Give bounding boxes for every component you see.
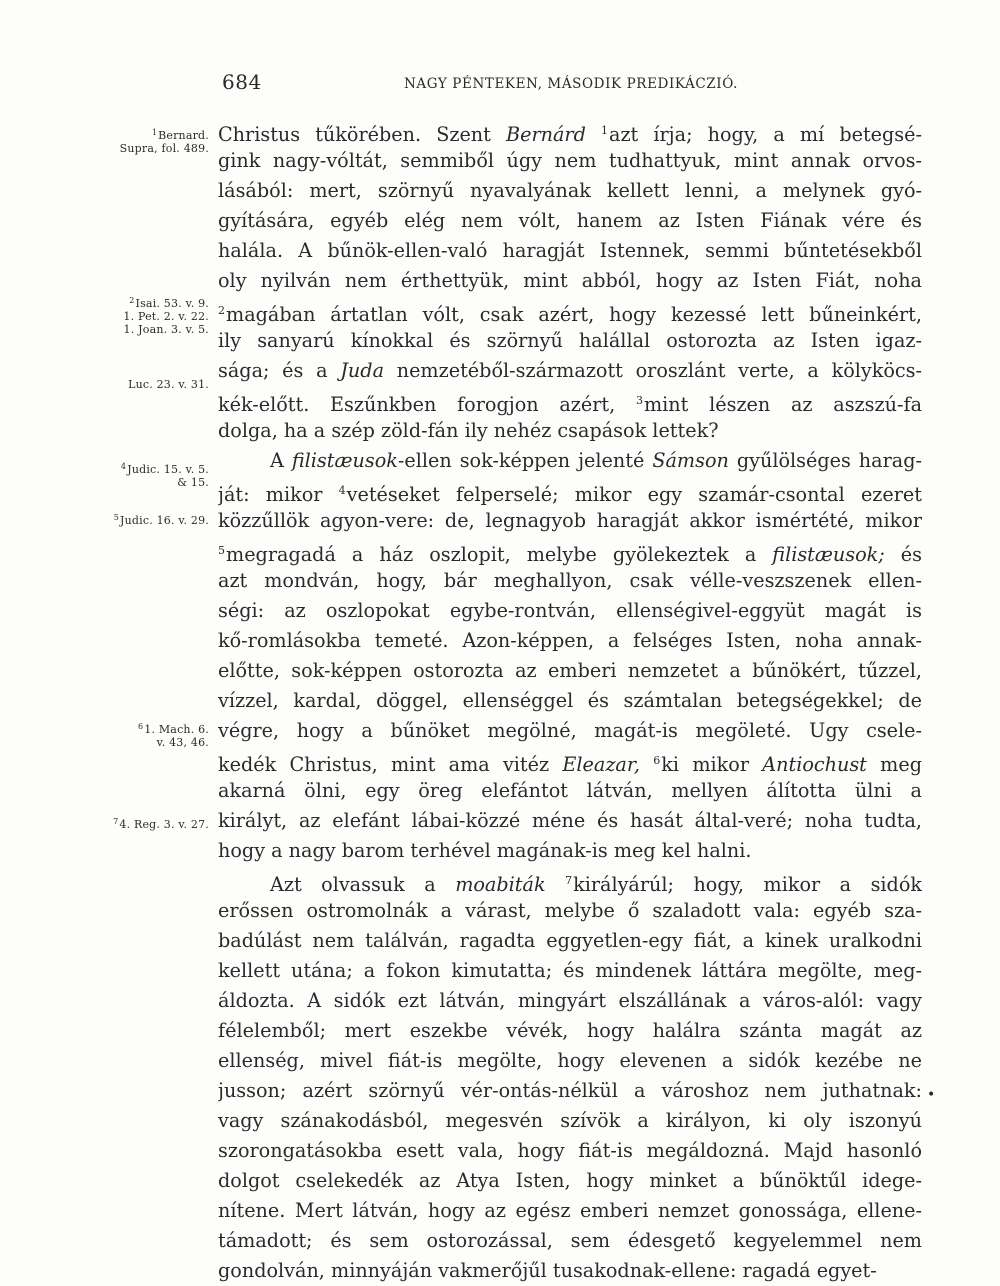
italic-text: Eleazar, xyxy=(562,753,641,776)
text-run: kellett utána; a fokon kimutatta; és mindenek láttára megölte, meg- xyxy=(218,959,922,982)
text-run: Azt olvassuk a xyxy=(270,873,456,896)
text-line xyxy=(218,806,922,836)
text-run: oly nyilván nem érthettyük, mint abból, hogy az Isten Fiát, noha xyxy=(218,269,922,292)
text-line xyxy=(218,146,922,176)
text-run: ellenség, mivel fiát-is megölte, hogy elevenen a sidók kezébe ne xyxy=(218,1049,922,1072)
text-run: nemzetéből-származott oroszlánt verte, a kölyköcs- xyxy=(384,359,922,382)
italic-text: filistæusok; xyxy=(772,543,885,566)
text-run: azt mondván, hogy, bár meghallyon, csak vélle-veszszenek ellen- xyxy=(218,569,922,592)
text-run: mint lészen az aszszú-fa xyxy=(643,393,922,416)
margin-note-marker: 2 xyxy=(129,296,135,305)
text-line xyxy=(218,746,922,776)
text-run: magában ártatlan vólt, csak azért, hogy kezessé lett bűneinkért, xyxy=(226,303,922,326)
text-run: végre, hogy a bűnöket megölné, magát-is megöleté. Ugy csele- xyxy=(218,719,922,742)
text-run: előtte, sok-képpen ostorozta az emberi nemzetet a bűnökért, tűzzel, xyxy=(218,659,922,682)
text-line xyxy=(218,1016,922,1046)
footnote-marker: 4 xyxy=(338,484,346,497)
text-line xyxy=(218,1136,922,1166)
text-run: gyítására, egyéb elég nem vólt, hanem az Isten Fiának vére és xyxy=(218,209,922,232)
text-run xyxy=(546,873,565,896)
page-number: 684 xyxy=(222,70,262,94)
footnote-marker: 2 xyxy=(218,304,225,317)
text-line xyxy=(218,1106,922,1136)
text-run: badúlást nem találván, ragadta eggyetlen-egy fiát, a kinek uralkodni xyxy=(218,929,922,952)
margin-note-marker: 6 xyxy=(137,722,144,731)
text-run: kedék Christus, mint ama vitéz xyxy=(218,753,563,776)
text-line xyxy=(218,836,922,866)
text-run: vagy szánakodásból, megesvén szívök a királyon, ki oly iszonyú xyxy=(218,1109,922,1132)
text-run: azt írja; hogy, a mí betegsé- xyxy=(609,123,922,146)
text-line xyxy=(218,416,922,446)
text-run: -ellen sok-képpen jelenté xyxy=(397,449,653,472)
text-line xyxy=(218,1076,922,1106)
text-run xyxy=(640,753,653,776)
text-run: akarná ölni, egy öreg elefántot látván, mellyen álította ülni a xyxy=(218,779,922,802)
text-run: közzűllök agyon-vere: de, legnagyob haragját akkor ismértété, mikor xyxy=(218,509,922,532)
text-line xyxy=(218,386,922,416)
text-run: királyt, az elefánt lábai-közzé méne és hasát által-veré; noha tudta, xyxy=(218,809,922,832)
text-line xyxy=(218,1166,922,1196)
text-line xyxy=(218,566,922,596)
text-run: gondolván, minnyáján vakmerőjűl tusakodnak-ellene: ragadá egyet- xyxy=(218,1259,877,1282)
text-line xyxy=(218,296,922,326)
margin-note xyxy=(79,294,209,336)
italic-text: Juda xyxy=(340,359,385,382)
text-run: A xyxy=(270,449,292,472)
text-line xyxy=(218,656,922,686)
text-line xyxy=(218,926,922,956)
margin-note-text: Judic. 16. v. 29. xyxy=(120,514,209,527)
text-line xyxy=(218,1196,922,1226)
italic-text: Antiochust xyxy=(762,753,867,776)
text-run: meg xyxy=(866,753,922,776)
text-run: ségi: az oszlopokat egybe-rontván, ellenségivel-eggyüt magát is xyxy=(218,599,922,622)
text-run: dolga, ha a szép zöld-fán ily nehéz csapások lettek? xyxy=(218,419,719,442)
text-run: Christus tűkörében. Szent xyxy=(218,123,506,146)
text-run: és xyxy=(884,543,922,566)
text-run: lásából: mert, szörnyű nyavalyának kellett lenni, a melynek gyó- xyxy=(218,179,922,202)
text-line xyxy=(218,986,922,1016)
text-line xyxy=(218,1046,922,1076)
stray-mark: • xyxy=(927,1087,936,1103)
margin-note-text: 1. Mach. 6. v. 43, 46. xyxy=(144,723,209,749)
text-run: jusson; azért szörnyű vér-ontás-nélkül a városhoz nem juthatnak: xyxy=(218,1079,922,1102)
text-run: vízzel, kardal, döggel, ellenséggel és számtalan betegségekkel; de xyxy=(218,689,922,712)
text-run: ki mikor xyxy=(661,753,763,776)
text-run: királyárúl; hogy, mikor a sidók xyxy=(573,873,922,896)
text-line xyxy=(218,236,922,266)
text-line xyxy=(218,596,922,626)
margin-note-text: Isai. 53. v. 9. 1. Pet. 2. v. 22. 1. Joan. 3. v. 5. xyxy=(123,297,209,336)
margin-note xyxy=(79,815,209,831)
text-run: ját: mikor xyxy=(218,483,339,506)
margin-note-marker: 7 xyxy=(113,817,119,826)
footnote-marker: 3 xyxy=(635,394,643,407)
text-line xyxy=(218,1226,922,1256)
text-run: vetéseket felperselé; mikor egy szamár-csontal ezeret xyxy=(346,483,922,506)
text-line xyxy=(218,116,922,146)
text-run: megragadá a ház oszlopit, melybe gyölekeztek a xyxy=(226,543,773,566)
text-line xyxy=(218,206,922,236)
text-run: nítene. Mert látván, hogy az egész emberi nemzet gonossága, ellene- xyxy=(218,1199,922,1222)
footnote-marker: 1 xyxy=(601,124,608,137)
margin-note-marker: 5 xyxy=(113,513,119,522)
text-line xyxy=(218,896,922,926)
text-run: szorongatásokba esett vala, hogy fiát-is megáldozná. Majd hasonló xyxy=(218,1139,922,1162)
italic-text: Bernárd xyxy=(505,123,586,146)
italic-text: Sámson xyxy=(652,449,729,472)
text-run: dolgot cselekedék az Atya Isten, hogy minket a bűnöktűl idege- xyxy=(218,1169,922,1192)
text-line xyxy=(218,776,922,806)
text-run: hogy a nagy barom terhével magának-is meg kel halni. xyxy=(218,839,752,862)
text-run: támadott; és sem ostorozással, sem édesgető kegyelemmel nem xyxy=(218,1229,922,1252)
margin-note-marker: 1 xyxy=(151,128,158,137)
text-line xyxy=(218,866,922,896)
text-run: félelemből; mert eszekbe vévék, hogy halálra szánta magát az xyxy=(218,1019,922,1042)
margin-note-marker: 4 xyxy=(120,462,127,471)
text-run: gink nagy-vóltát, semmiből úgy nem tudhattyuk, mint annak orvos- xyxy=(218,149,922,172)
text-run: kék-előtt. Eszűnkben forogjon azért, xyxy=(218,393,636,416)
text-line xyxy=(218,266,922,296)
footnote-marker: 5 xyxy=(218,544,225,557)
text-run: áldozta. A sidók ezt látván, mingyárt elszállának a város-alól: vagy xyxy=(218,989,922,1012)
margin-note-text: 4. Reg. 3. v. 27. xyxy=(119,818,209,831)
margin-note xyxy=(79,378,209,391)
text-run: kő-romlásokba temeté. Azon-képpen, a felséges Isten, noha annak- xyxy=(218,629,922,652)
text-run: sága; és a xyxy=(218,359,341,382)
text-line xyxy=(218,446,922,476)
margin-note xyxy=(79,126,209,155)
text-line xyxy=(218,176,922,206)
italic-text: moabiták xyxy=(455,873,546,896)
text-line xyxy=(218,326,922,356)
text-run: ily sanyarú kínokkal és szörnyű halállal ostorozta az Isten igaz- xyxy=(218,329,922,352)
text-line xyxy=(218,686,922,716)
text-line xyxy=(218,626,922,656)
margin-note-text: Luc. 23. v. 31. xyxy=(128,378,209,391)
margin-note-text: Judic. 15. v. 5. & 15. xyxy=(127,463,209,489)
margin-note xyxy=(79,720,209,749)
running-head: NAGY PÉNTEKEN, MÁSODIK PREDIKÁCZIÓ. xyxy=(404,76,738,92)
text-line xyxy=(218,356,922,386)
footnote-marker: 7 xyxy=(565,874,573,887)
text-line xyxy=(218,1256,922,1286)
text-run xyxy=(586,123,601,146)
footnote-marker: 6 xyxy=(653,754,661,767)
text-run: halála. A bűnök-ellen-való haragját Istennek, semmi bűntetésekből xyxy=(218,239,922,262)
text-run: erőssen ostromolnák a várast, melybe ő szaladott vala: egyéb sza- xyxy=(218,899,922,922)
text-line xyxy=(218,956,922,986)
margin-note-text: Bernard. Supra, fol. 489. xyxy=(119,129,209,155)
margin-note xyxy=(79,511,209,527)
italic-text: filistæusok xyxy=(291,449,398,472)
text-line xyxy=(218,716,922,746)
margin-note xyxy=(79,460,209,489)
text-line xyxy=(218,506,922,536)
text-line xyxy=(218,536,922,566)
text-run: gyűlölséges harag- xyxy=(728,449,922,472)
text-line xyxy=(218,476,922,506)
margin-notes xyxy=(0,0,215,1256)
